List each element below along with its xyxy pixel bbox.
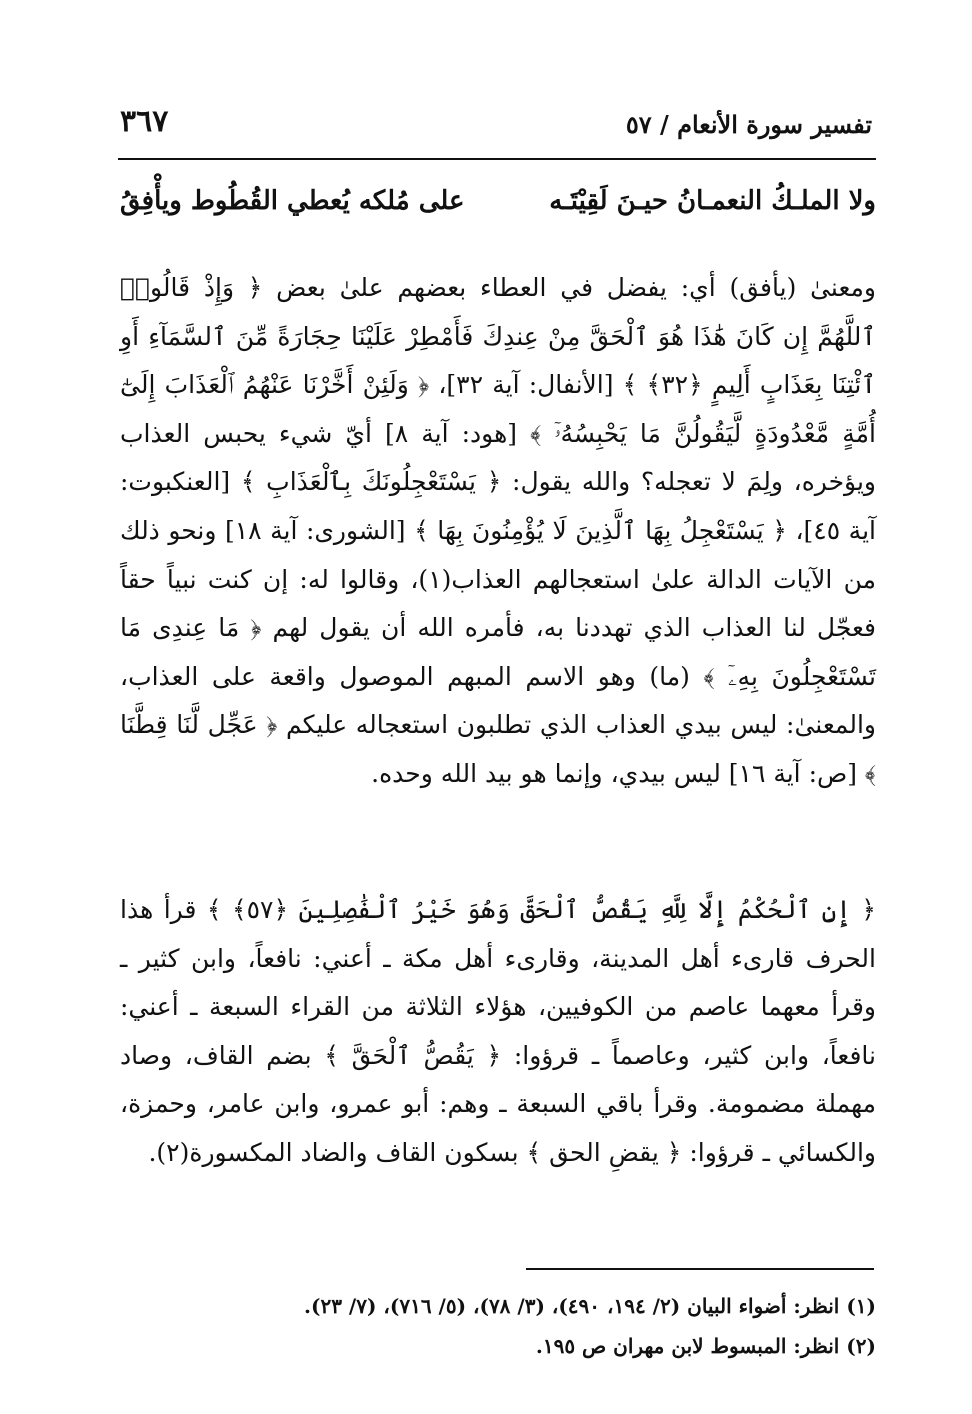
paragraph-text: ومعنىٰ (يأفق) أي: يفضل في العطاء بعضهم علىٰ بعض ﴿ وَإِذْ قَالُوا۟ ٱللَّهُمَّ إِن كَانَ هَٰذَا هُوَ ٱلْحَقَّ مِنْ عِندِكَ فَأَمْطِرْ عَلَيْنَا حِجَارَةً مِّنَ ٱلسَّمَآءِ أَوِ ٱئْتِنَا بِعَذَابٍ أَلِيمٍ ﴿٣٢﴾ ﴾ [الأنفال: آية ٣٢]، ﴿ وَلَئِنْ أَخَّرْنَا عَنْهُمُ ٱلْعَذَابَ إِلَىٰٓ أُمَّةٍ مَّعْدُودَةٍ لَّيَقُولُنَّ مَا يَحْبِسُهُۥٓ ﴾ [هود: آية ٨] أيّ شيء يحبس العذاب ويؤخره، ولِمَ لا تعجله؟ والله يقول: ﴿ يَسْتَعْجِلُونَكَ بِٱلْعَذَابِ ﴾ [العنكبوت: آية ٤٥]، ﴿ يَسْتَعْجِلُ بِهَا ٱلَّذِينَ لَا يُؤْمِنُونَ بِهَا ﴾ [الشورى: آية ١٨] ونحو ذلك من الآيات الدالة علىٰ استعجالهم العذاب(١)، وقالوا له: إن كنت نبياً حقاً فعجّل لنا العذاب الذي تهددنا به، فأمره الله أن يقول لهم ﴿ مَا عِندِى مَا تَسْتَعْجِلُونَ بِهِۦٓ ﴾ (ما) وهو الاسم المبهم الموصول واقعة على العذاب، والمعنىٰ: ليس بيدي العذاب الذي تطلبون استعجاله عليكم ﴿ عَجِّل لَّنَا قِطَّنَا ﴾ [ص: آية ١٦] ليس بيدي، وإنما هو بيد الله وحده. <box>120 273 876 788</box>
footnote-divider <box>526 1268 874 1270</box>
running-title: تفسير سورة الأنعام / ٥٧ <box>625 110 872 139</box>
poetry-verse <box>120 180 876 228</box>
verse-first-hemistich: ولا الملـكُ النعمـانُ حيـنَ لَقِيْتَـه <box>549 186 876 216</box>
footnote-1: (١) انظر: أضواء البيان (٢/ ١٩٤، ٤٩٠)، (٣/ ٧٨)، (٥/ ٧١٦)، (٧/ ٢٣). <box>304 1294 876 1318</box>
page-header <box>120 104 872 160</box>
page-number: ٣٦٧ <box>120 104 169 139</box>
commentary-paragraph-2 <box>120 886 876 1178</box>
paragraph-text: ﴿ إِنِ ٱلْحُكْمُ إِلَّا لِلَّهِ يَقُصُّ ٱلْحَقَّ وَهُوَ خَيْرُ ٱلْفَٰصِلِينَ ﴿٥٧﴾ ﴾ قرأ هذا الحرف قارىء أهل المدينة، وقارىء أهل مكة ـ أعني: نافعاً، وابن كثير ـ وقرأ معهما عاصم من الكوفيين، هؤلاء الثلاثة من القراء السبعة ـ أعني: نافعاً، وابن كثير، وعاصماً ـ قرؤوا: ﴿ يَقُصُّ ٱلْحَقَّ ﴾ بضم القاف، وصاد مهملة مضمومة. وقرأ باقي السبعة ـ وهم: أبو عمرو، وابن عامر، وحمزة، والكسائي ـ قرؤوا: ﴿ يقضِ الحق ﴾ بسكون القاف والضاد المكسورة(٢). <box>120 895 876 1167</box>
commentary-paragraph-1 <box>120 264 876 799</box>
verse-second-hemistich: على مُلكه يُعطي القُطُوط ويأْفِقُ <box>120 186 465 216</box>
footnotes <box>120 1286 876 1366</box>
header-divider <box>118 158 876 160</box>
footnote-2: (٢) انظر: المبسوط لابن مهران ص ١٩٥. <box>535 1334 876 1358</box>
